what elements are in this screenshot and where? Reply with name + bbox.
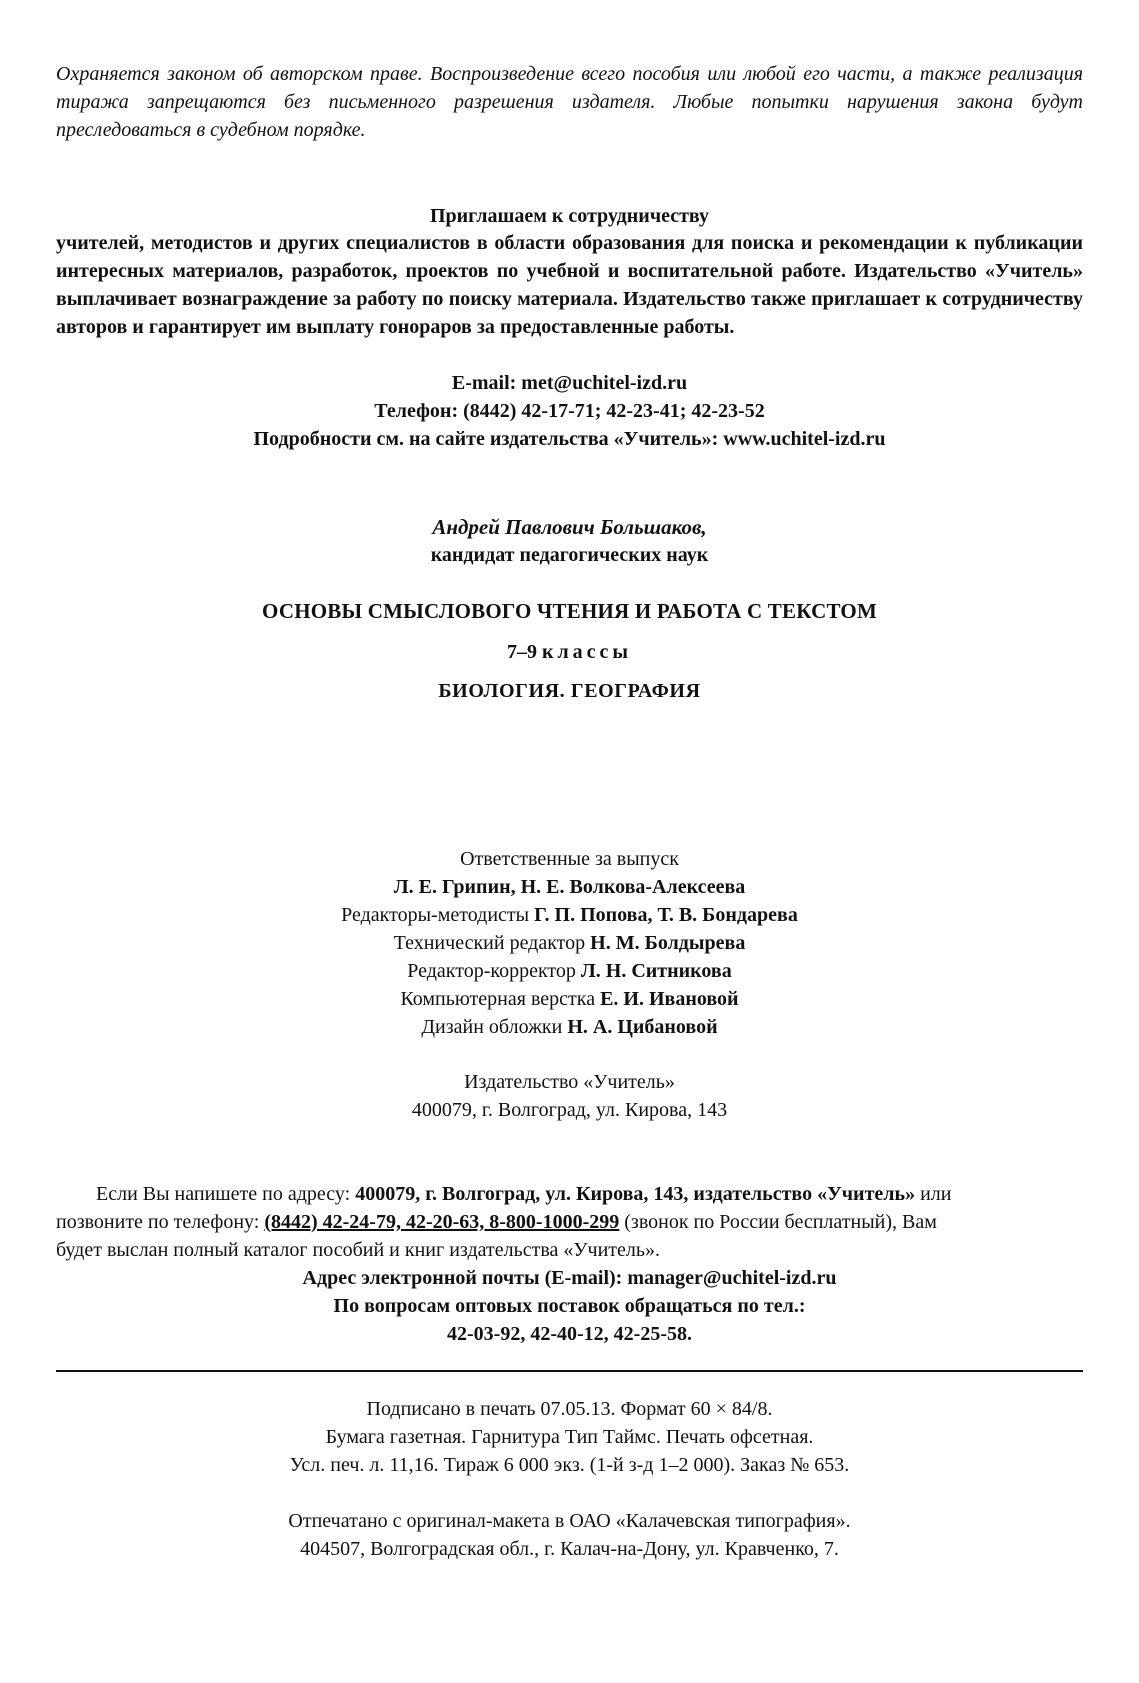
imprint-line: Усл. печ. л. 11,16. Тираж 6 000 экз. (1-й з-д 1–2 000). Заказ № 653. xyxy=(289,1454,850,1476)
printer-block xyxy=(56,1507,1083,1563)
credit-line xyxy=(56,873,1083,901)
credit-names: Н. М. Болдырева xyxy=(590,932,746,954)
imprint-line: Подписано в печать 07.05.13. Формат 60 × 84/8. xyxy=(366,1398,773,1420)
author-name: Андрей Павлович Большаков, xyxy=(432,515,707,539)
book-title: ОСНОВЫ СМЫСЛОВОГО ЧТЕНИЯ И РАБОТА С ТЕКСТОМ xyxy=(262,599,877,623)
catalog-phones: (8442) 42-24-79, 42-20-63, 8-800-1000-299 xyxy=(264,1211,620,1233)
catalog-line xyxy=(56,1208,1083,1236)
publisher-name: Издательство «Учитель» xyxy=(464,1071,675,1093)
credit-names: Н. А. Цибановой xyxy=(567,1016,718,1038)
credit-line xyxy=(56,845,1083,873)
credit-line xyxy=(56,901,1083,929)
invitation-phone: Телефон: (8442) 42-17-71; 42-23-41; 42-23-52 xyxy=(374,400,765,422)
printer-line: 404507, Волгоградская обл., г. Калач-на-Дону, ул. Кравченко, 7. xyxy=(300,1538,839,1560)
catalog-text: (звонок по России бесплатный), Вам xyxy=(619,1211,937,1233)
catalog-text: или xyxy=(915,1183,952,1205)
catalog-address: 400079, г. Волгоград, ул. Кирова, 143, издательство «Учитель» xyxy=(355,1183,916,1205)
credit-names: Г. П. Попова, Т. В. Бондарева xyxy=(534,904,798,926)
credit-role: Редакторы-методисты xyxy=(341,904,530,926)
credit-line xyxy=(56,929,1083,957)
author-degree: кандидат педагогических наук xyxy=(430,544,709,566)
invitation-contacts xyxy=(56,369,1083,453)
publisher-block xyxy=(56,1068,1083,1124)
publisher-address: 400079, г. Волгоград, ул. Кирова, 143 xyxy=(411,1099,728,1121)
wholesale-phones: 42-03-92, 42-40-12, 42-25-58. xyxy=(447,1323,692,1345)
printer-line: Отпечатано с оригинал-макета в ОАО «Калачевская типография». xyxy=(288,1510,851,1532)
catalog-offer xyxy=(56,1180,1083,1264)
credit-line xyxy=(56,985,1083,1013)
credit-role: Технический редактор xyxy=(393,932,586,954)
credit-line xyxy=(56,957,1083,985)
credit-role: Компьютерная верстка xyxy=(400,988,596,1010)
credit-line xyxy=(56,1013,1083,1041)
catalog-contacts xyxy=(56,1264,1083,1348)
catalog-line xyxy=(56,1180,1083,1208)
catalog-email: Адрес электронной почты (E-mail): manager@uchitel-izd.ru xyxy=(302,1267,837,1289)
invitation-title: Приглашаем к сотрудничеству xyxy=(429,205,710,227)
credit-role: Дизайн обложки xyxy=(421,1016,563,1038)
credit-names: Л. Н. Ситникова xyxy=(580,960,732,982)
catalog-line: будет выслан полный каталог пособий и книг издательства «Учитель». xyxy=(56,1239,661,1261)
book-subjects: БИОЛОГИЯ. ГЕОГРАФИЯ xyxy=(438,680,701,702)
credit-role: Ответственные за выпуск xyxy=(460,848,679,870)
catalog-text: Если Вы напишете по адресу: xyxy=(96,1183,356,1205)
author-block xyxy=(56,513,1083,569)
divider-rule xyxy=(56,1370,1083,1372)
book-grades xyxy=(56,638,1083,666)
credit-names: Л. Е. Грипин, Н. Е. Волкова-Алексеева xyxy=(393,876,746,898)
grades-number: 7–9 xyxy=(506,641,537,663)
credits-list xyxy=(56,845,1083,1041)
credit-names: Е. И. Ивановой xyxy=(600,988,739,1010)
invitation-website: Подробности см. на сайте издательства «Учитель»: www.uchitel-izd.ru xyxy=(253,428,886,450)
credit-role: Редактор-корректор xyxy=(407,960,576,982)
catalog-text: позвоните по телефону: xyxy=(56,1211,265,1233)
grades-word: классы xyxy=(541,641,633,663)
imprint-block xyxy=(56,1395,1083,1479)
invitation-body: учителей, методистов и других специалистов в области образования для поиска и рекомендации к публикации интересных материалов, разработок, проектов по учебной и воспитательной работе. Издательство «Учитель» выплачивает вознаграждение за работу по поиску материала. Издательство также приглашает к сотрудничеству авторов и гарантирует им выплату гонораров за предоставленные работы. xyxy=(56,232,1083,338)
imprint-line: Бумага газетная. Гарнитура Тип Таймс. Печать офсетная. xyxy=(325,1426,814,1448)
wholesale-note: По вопросам оптовых поставок обращаться по тел.: xyxy=(333,1295,806,1317)
invitation-email: E-mail: met@uchitel-izd.ru xyxy=(451,372,688,394)
copyright-notice: Охраняется законом об авторском праве. Воспроизведение всего пособия или любой его части, а также реализация тиража запрещаются без письменного разрешения издателя. Любые попытки нарушения закона будут преследоваться в судебном порядке. xyxy=(56,63,1083,141)
